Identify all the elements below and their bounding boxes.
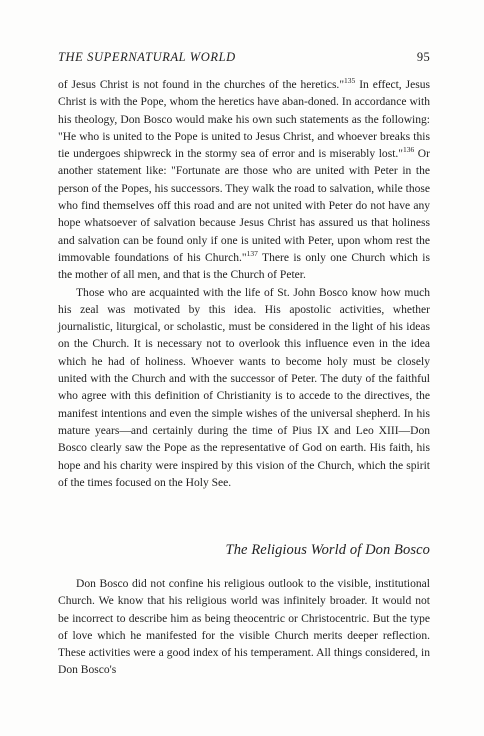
- paragraph-1: [58, 77, 430, 285]
- running-head: [58, 50, 430, 65]
- paragraph-1-part-1: of Jesus Christ is not found in the churches of the heretics.": [58, 79, 345, 91]
- body-text-block: [58, 77, 430, 492]
- paragraph-1-part-3: Or another statement like: "Fortunate are those who are united with Peter in the person of the Popes, his successors. They walk the road to salvation, while those who find themselves off this road and are not united with Peter do not have any hope whatsoever of salvation because Jesus Christ has assured us that holiness and salvation can be found only if one is united with Peter, upon whom rest the immovable foundations of his Church.": [58, 148, 430, 264]
- body-text-block-2: [58, 576, 430, 680]
- paragraph-2: Those who are acquainted with the life of St. John Bosco know how much his zeal was motivated by this idea. His apostolic activities, whether journalistic, liturgical, or scholastic, must be considered in the light of his ideas on the Church. It is necessary not to overlook this influence even in the idea which he had of holiness. Whoever wants to become holy must be closely united with the Church and with the successor of Peter. The duty of the faithful who agree with this definition of Christianity is to accede to the directives, the manifest intentions and even the simple wishes of the universal shepherd. In his mature years—and certainly during the time of Pius IX and Leo XIII—Don Bosco clearly saw the Pope as the representative of God on earth. His faith, his hope and his charity were inspired by this vision of the Church, which the spirit of the times focused on the Holy See.: [58, 286, 430, 489]
- paragraph-1-part-2: In effect, Jesus Christ is with the Pope, whom the heretics have aban-doned. In accordance with his theology, Don Bosco would make his own such statements as the following: "He who is united to the Pope is united to Jesus Christ, and whoever breaks this tie undergoes shipwreck in the stormy sea of error and is miserably lost.": [58, 79, 430, 161]
- page-number: 95: [416, 50, 430, 64]
- running-title: THE SUPERNATURAL WORLD: [58, 50, 236, 64]
- footnote-marker-136: 136: [403, 145, 415, 155]
- paragraph-1-part-4: There is only one Church which is the mother of all men, and that is the Church of Peter.: [58, 251, 430, 282]
- section-heading: The Religious World of Don Bosco: [225, 542, 430, 558]
- footnote-marker-135: 135: [344, 76, 356, 86]
- footnote-marker-137: 137: [246, 249, 258, 259]
- paragraph-3: Don Bosco did not confine his religious outlook to the visible, institutional Church. We know that his religious world was infinitely broader. It would not be incorrect to describe him as being theocentric or Christocentric. But the type of love which he manifested for the visible Church merits deeper reflection. These activities were a good index of his temperament. All things considered, in Don Bosco's: [58, 578, 430, 677]
